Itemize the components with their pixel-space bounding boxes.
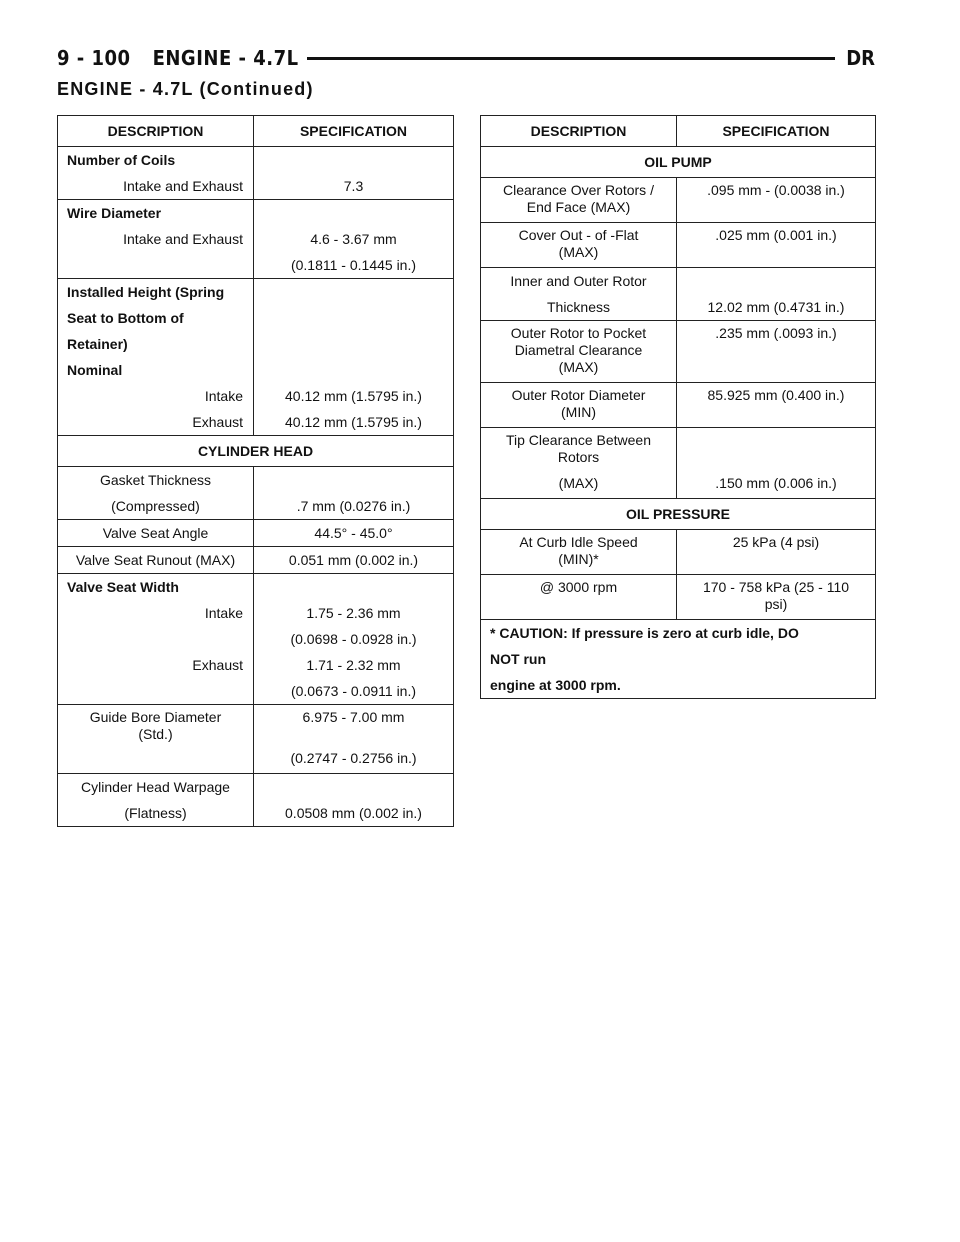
spec-heading: Wire Diameter <box>67 205 162 221</box>
spec-label: @ 3000 rpm <box>539 579 618 595</box>
table-header-row <box>481 116 876 147</box>
spec-value: 6.975 - 7.00 mm <box>302 709 405 725</box>
col-header-specification: SPECIFICATION <box>677 116 876 147</box>
spec-label: Inner and Outer Rotor <box>510 273 647 289</box>
table-row <box>481 383 876 428</box>
section-heading: CYLINDER HEAD <box>58 436 454 467</box>
spec-label: Guide Bore Diameter <box>89 709 222 725</box>
table-row <box>481 530 876 575</box>
spec-value: 40.12 mm (1.5795 in.) <box>285 388 422 404</box>
spec-label: (Std.) <box>138 726 173 742</box>
col-header-specification: SPECIFICATION <box>254 116 454 147</box>
left-spec-table <box>57 115 454 827</box>
section-row <box>481 147 876 178</box>
caution-row <box>481 620 876 699</box>
spec-label: Intake <box>204 605 243 621</box>
spec-label: Valve Seat Runout (MAX) <box>75 552 236 568</box>
spec-label: Gasket Thickness <box>99 472 211 488</box>
table-row <box>481 268 876 321</box>
spec-label: (MAX) <box>558 475 599 491</box>
col-header-description: DESCRIPTION <box>58 116 254 147</box>
spec-value: 44.5° - 45.0° <box>314 525 393 541</box>
spec-label: Exhaust <box>192 414 243 430</box>
spec-heading: Nominal <box>67 362 123 378</box>
spec-value: 0.0508 mm (0.002 in.) <box>285 805 422 821</box>
spec-value: .025 mm (0.001 in.) <box>715 227 837 243</box>
spec-label: Rotors <box>557 449 600 465</box>
section-heading: OIL PUMP <box>481 147 876 178</box>
spec-value: 85.925 mm (0.400 in.) <box>707 387 845 403</box>
col-header-description: DESCRIPTION <box>481 116 677 147</box>
spec-label: Intake and Exhaust <box>123 231 243 247</box>
spec-label: Outer Rotor Diameter <box>511 387 646 403</box>
section-code: DR <box>840 44 875 72</box>
table-row <box>58 200 454 279</box>
table-row <box>58 147 454 200</box>
spec-value: .235 mm (.0093 in.) <box>715 325 837 341</box>
spec-heading: Number of Coils <box>67 152 176 168</box>
spec-heading: Installed Height (Spring <box>67 284 225 300</box>
table-row <box>481 428 876 499</box>
spec-value: 0.051 mm (0.002 in.) <box>288 552 419 568</box>
spec-label: Outer Rotor to Pocket <box>510 325 647 341</box>
table-row <box>58 279 454 436</box>
spec-value: 170 - 758 kPa (25 - 110 <box>702 579 850 595</box>
spec-label: Intake <box>204 388 243 404</box>
table-row <box>58 774 454 827</box>
spec-value: 25 kPa (4 psi) <box>732 534 820 550</box>
spec-label: Intake and Exhaust <box>123 178 243 194</box>
spec-value: .150 mm (0.006 in.) <box>715 475 837 491</box>
spec-value: 12.02 mm (0.4731 in.) <box>707 299 845 315</box>
spec-label: (MAX) <box>558 244 599 260</box>
section-heading: OIL PRESSURE <box>481 499 876 530</box>
table-row <box>58 574 454 705</box>
spec-value: (0.0673 - 0.0911 in.) <box>290 683 417 699</box>
spec-label: Clearance Over Rotors / <box>503 182 654 198</box>
spec-heading: Valve Seat Width <box>67 579 179 595</box>
spec-value: (0.2747 - 0.2756 in.) <box>290 750 417 766</box>
spec-value: (0.1811 - 0.1445 in.) <box>290 257 417 273</box>
spec-label: (MAX) <box>558 359 599 375</box>
spec-label: (Compressed) <box>111 498 200 514</box>
table-row <box>481 575 876 620</box>
table-row <box>58 520 454 547</box>
spec-value: .095 mm - (0.0038 in.) <box>707 182 845 198</box>
caution-text: * CAUTION: If pressure is zero at curb idle, DO <box>490 625 799 641</box>
spec-value: 1.71 - 2.32 mm <box>306 657 401 673</box>
spec-label: End Face (MAX) <box>526 199 631 215</box>
spec-label: (MIN) <box>561 404 596 420</box>
page-title: ENGINE - 4.7L (Continued) <box>57 79 314 99</box>
spec-value: (0.0698 - 0.0928 in.) <box>290 631 417 647</box>
spec-label: At Curb Idle Speed <box>519 534 638 550</box>
spec-label: Cover Out - of -Flat <box>518 227 639 243</box>
spec-label: Exhaust <box>192 657 243 673</box>
spec-label: (MIN)* <box>558 551 599 567</box>
table-row <box>481 223 876 268</box>
table-header-row <box>58 116 454 147</box>
header-left <box>57 44 307 72</box>
caution-text: NOT run <box>490 651 546 667</box>
table-row <box>481 321 876 383</box>
section-name: ENGINE - 4.7L <box>152 46 299 70</box>
section-row <box>481 499 876 530</box>
table-row <box>58 467 454 520</box>
right-spec-table <box>480 115 876 699</box>
caution-text: engine at 3000 rpm. <box>490 677 621 693</box>
spec-label: Valve Seat Angle <box>102 525 209 541</box>
table-row <box>58 705 454 774</box>
table-row <box>58 547 454 574</box>
table-row <box>481 178 876 223</box>
page-header <box>57 44 875 74</box>
spec-value: 40.12 mm (1.5795 in.) <box>285 414 422 430</box>
spec-value: 7.3 <box>343 178 364 194</box>
spec-label: Cylinder Head Warpage <box>81 779 230 795</box>
section-row <box>58 436 454 467</box>
spec-value: 4.6 - 3.67 mm <box>310 231 397 247</box>
page-number: 9 - 100 <box>57 46 131 70</box>
spec-value: .7 mm (0.0276 in.) <box>296 498 411 514</box>
spec-heading: Retainer) <box>67 336 128 352</box>
spec-value: 1.75 - 2.36 mm <box>306 605 401 621</box>
header-rule <box>257 57 835 60</box>
spec-label: (Flatness) <box>124 805 187 821</box>
spec-label: Diametral Clearance <box>514 342 643 358</box>
spec-label: Tip Clearance Between <box>505 432 651 448</box>
spec-heading: Seat to Bottom of <box>67 310 184 326</box>
spec-value: psi) <box>764 596 788 612</box>
spec-label: Thickness <box>546 299 611 315</box>
